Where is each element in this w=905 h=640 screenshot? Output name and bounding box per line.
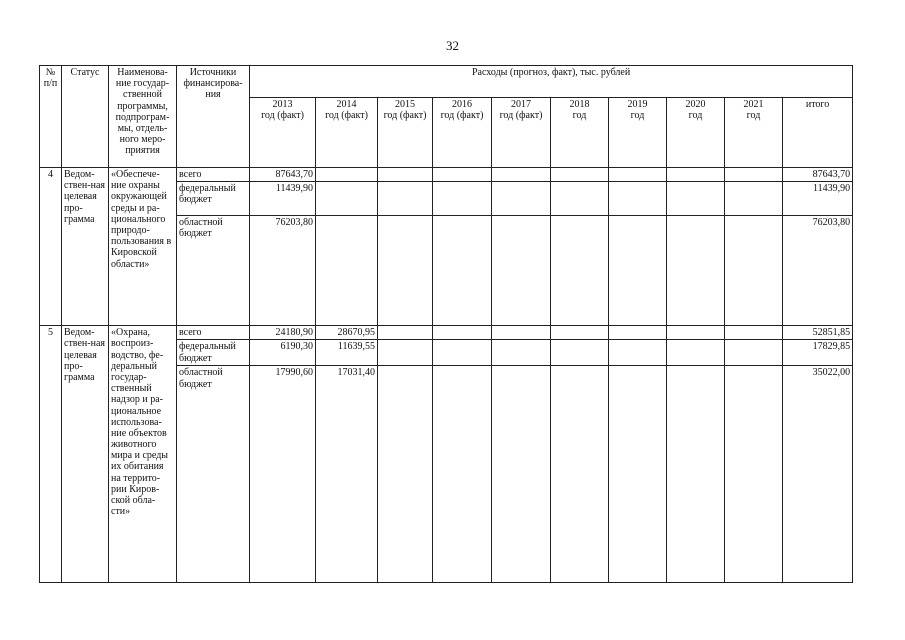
row-program-name: «Обеспече-ние охраны окружающей среды и ра-ционального природо-пользования в Кировской области» (109, 168, 177, 326)
source-label: областной бюджет (177, 366, 250, 583)
value-cell (551, 326, 609, 340)
year-sub-label: год (факт) (499, 110, 543, 122)
value-cell (725, 168, 783, 182)
value-cell (609, 216, 667, 326)
year-sub-label: год (630, 110, 645, 122)
value-cell (667, 340, 725, 366)
value-cell (378, 182, 433, 216)
header-year-2014 (316, 98, 378, 168)
value-cell (725, 182, 783, 216)
source-label: федеральный бюджет (177, 182, 250, 216)
value-cell (378, 326, 433, 340)
value-cell (725, 216, 783, 326)
year-sub-label: год (572, 110, 587, 122)
year-label: 2013 (272, 99, 293, 110)
value-cell: 17990,60 (250, 366, 316, 583)
value-cell (492, 366, 551, 583)
header-number: № п/п (40, 66, 62, 168)
value-cell (667, 366, 725, 583)
value-cell (551, 168, 609, 182)
value-cell (316, 168, 378, 182)
value-cell (433, 366, 492, 583)
value-cell (492, 340, 551, 366)
year-label: 2020 (685, 99, 706, 110)
value-cell (725, 326, 783, 340)
year-sub-label: год (688, 110, 703, 122)
value-cell (378, 366, 433, 583)
total-cell: 17829,85 (783, 340, 853, 366)
value-cell (378, 216, 433, 326)
value-cell (433, 216, 492, 326)
total-cell: 52851,85 (783, 326, 853, 340)
value-cell: 76203,80 (250, 216, 316, 326)
year-label: 2014 (336, 99, 357, 110)
value-cell: 28670,95 (316, 326, 378, 340)
row-status: Ведом-ствен-ная целевая про-грамма (62, 168, 109, 326)
year-sub-label: год (746, 110, 761, 122)
value-cell (551, 366, 609, 583)
value-cell (667, 182, 725, 216)
year-label: 2015 (395, 99, 415, 110)
year-label: 2019 (627, 99, 648, 110)
value-cell (609, 366, 667, 583)
row-number: 4 (40, 168, 62, 326)
value-cell (609, 326, 667, 340)
year-sub-label: год (факт) (383, 110, 427, 122)
value-cell (433, 340, 492, 366)
year-label: 2017 (511, 99, 531, 110)
total-cell: 76203,80 (783, 216, 853, 326)
year-sub-label: год (факт) (440, 110, 484, 122)
source-label: всего (177, 168, 250, 182)
value-cell (667, 326, 725, 340)
year-sub-label: год (факт) (325, 110, 368, 122)
table-row (40, 326, 853, 340)
value-cell (492, 326, 551, 340)
row-program-name: «Охрана, воспроиз-водство, фе-деральный государ-ственный надзор и ра-циональное использова-ние объектов животного мира и среды их обитания на террито-рии Киров-ской обла-сти» (109, 326, 177, 583)
row-status: Ведом-ствен-ная целевая про-грамма (62, 326, 109, 583)
year-sub-label: год (факт) (261, 110, 304, 122)
source-label: федеральный бюджет (177, 340, 250, 366)
header-name: Наименова-ние государ-ственной программы, подпрограм-мы, отдель-ного меро-приятия (109, 66, 177, 168)
total-cell: 35022,00 (783, 366, 853, 583)
header-status: Статус (62, 66, 109, 168)
year-label: 2016 (452, 99, 472, 110)
header-expenses: Расходы (прогноз, факт), тыс. рублей (250, 66, 853, 98)
source-label: всего (177, 326, 250, 340)
budget-table (39, 65, 853, 583)
value-cell (378, 168, 433, 182)
value-cell (492, 182, 551, 216)
year-label: 2021 (743, 99, 764, 110)
value-cell: 87643,70 (250, 168, 316, 182)
value-cell (433, 182, 492, 216)
header-year-2015 (378, 98, 433, 168)
year-label: 2018 (569, 99, 590, 110)
header-year-2020 (667, 98, 725, 168)
value-cell (433, 168, 492, 182)
header-total: итого (783, 98, 853, 168)
value-cell (725, 366, 783, 583)
value-cell: 11639,55 (316, 340, 378, 366)
value-cell (551, 182, 609, 216)
page-number: 32 (446, 38, 459, 53)
value-cell (378, 340, 433, 366)
value-cell (609, 182, 667, 216)
source-label: областной бюджет (177, 216, 250, 326)
value-cell (725, 340, 783, 366)
value-cell (551, 216, 609, 326)
value-cell (551, 340, 609, 366)
value-cell: 11439,90 (250, 182, 316, 216)
total-cell: 11439,90 (783, 182, 853, 216)
value-cell: 6190,30 (250, 340, 316, 366)
header-source: Источники финансирова-ния (177, 66, 250, 168)
value-cell (609, 168, 667, 182)
value-cell (667, 216, 725, 326)
value-cell (667, 168, 725, 182)
header-year-2019 (609, 98, 667, 168)
row-number: 5 (40, 326, 62, 583)
value-cell (492, 216, 551, 326)
value-cell: 24180,90 (250, 326, 316, 340)
header-year-2017 (492, 98, 551, 168)
value-cell (316, 216, 378, 326)
value-cell (316, 182, 378, 216)
header-year-2021 (725, 98, 783, 168)
value-cell: 17031,40 (316, 366, 378, 583)
header-year-2013 (250, 98, 316, 168)
value-cell (609, 340, 667, 366)
value-cell (492, 168, 551, 182)
total-cell: 87643,70 (783, 168, 853, 182)
table-row (40, 168, 853, 182)
header-year-2018 (551, 98, 609, 168)
value-cell (433, 326, 492, 340)
header-year-2016 (433, 98, 492, 168)
